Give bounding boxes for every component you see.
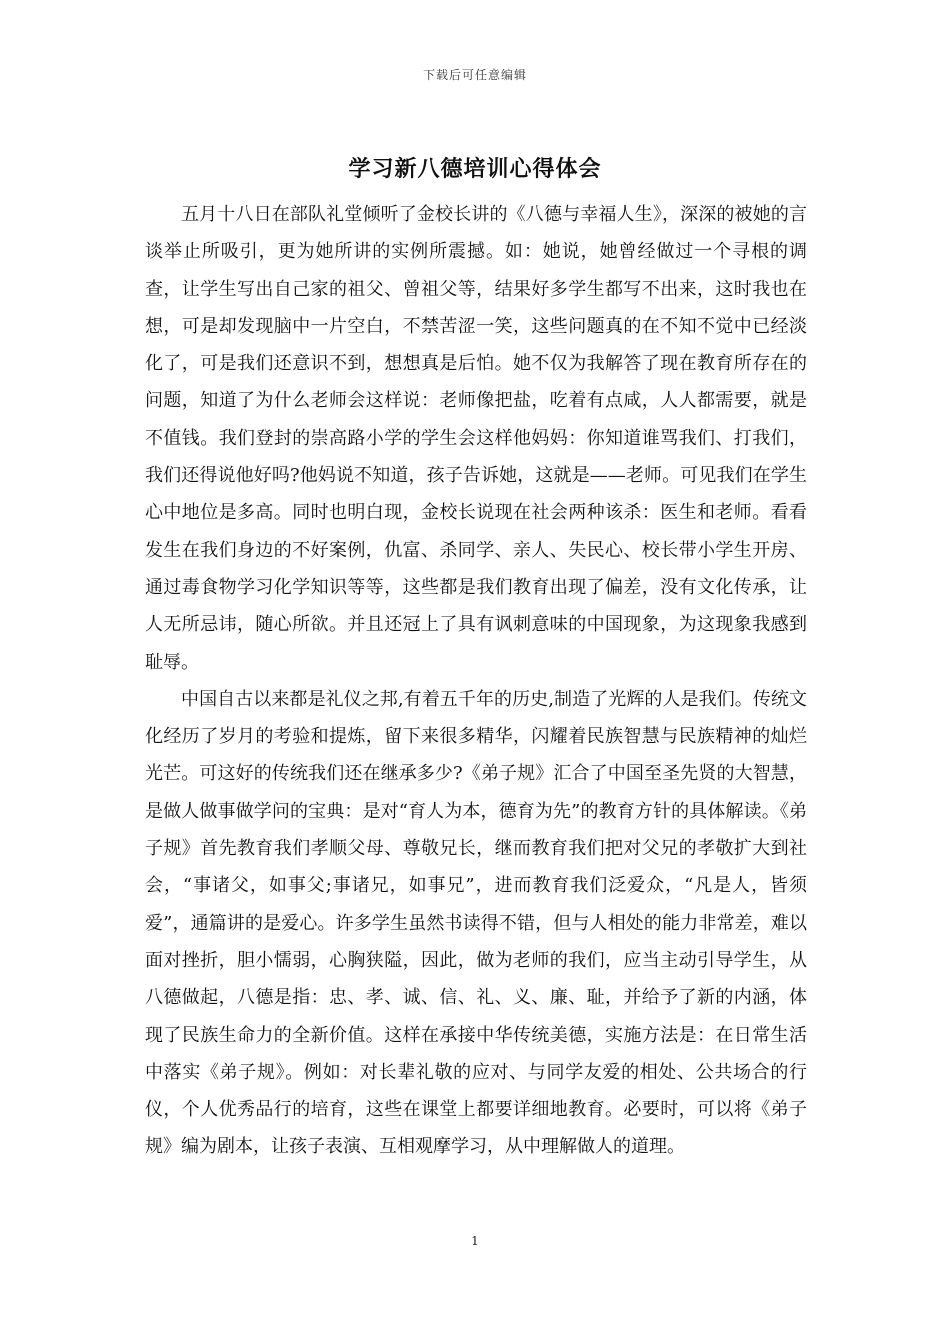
document-title: 学习新八德培训心得体会 [348, 156, 602, 182]
paragraph-1: 五月十八日在部队礼堂倾听了金校长讲的《八德与幸福人生》，深深的被她的言谈举止所吸引，更为她所讲的实例所震撼。如：她说，她曾经做过一个寻根的调查，让学生写出自己家的祖父、曾祖父等，结果好多学生都写不出来，这时我也在想，可是却发现脑中一片空白，不禁苦涩一笑，这些问题真的在不知不觉中已经淡化了，可是我们还意识不到，想想真是后怕。她不仅为我解答了现在教育所存在的问题，知道了为什么老师会这样说：老师像把盐，吃着有点咸，人人都需要，就是不值钱。我们登封的崇高路小学的学生会这样他妈妈：你知道谁骂我们、打我们，我们还得说他好吗?他妈说不知道，孩子告诉她，这就是——老师。可见我们在学生心中地位是多高。同时也明白现，金校长说现在社会两种该杀：医生和老师。看看发生在我们身边的不好案例，仇富、杀同学、亲人、失民心、校长带小学生开房、通过毒食物学习化学知识等等，这些都是我们教育出现了偏差，没有文化传承，让人无所忌讳，随心所欲。并且还冠上了具有讽刺意味的中国现象，为这现象我感到耻辱。 [145, 204, 807, 673]
paragraph-2: 中国自古以来都是礼仪之邦,有着五千年的历史,制造了光辉的人是我们。传统文化经历了岁月的考验和提炼，留下来很多精华，闪耀着民族智慧与民族精神的灿烂光芒。可这好的传统我们还在继承多少?《弟子规》汇合了中国至圣先贤的大智慧，是做人做事做学问的宝典：是对“育人为本，德育为先”的教育方针的具体解读。《弟子规》首先教育我们孝顺父母、尊敬兄长，继而教育我们把对父兄的孝敬扩大到社会，“事诸父，如事父;事诸兄，如事兄”，进而教育我们泛爱众，“凡是人，皆须爱”，通篇讲的是爱心。许多学生虽然书读得不错，但与人相处的能力非常差，难以面对挫折，胆小懦弱，心胸狭隘，因此，做为老师的我们，应当主动引导学生，从八德做起，八德是指：忠、孝、诚、信、礼、义、廉、耻，并给予了新的内涵，体现了民族生命力的全新价值。这样在承接中华传统美德，实施方法是：在日常生活中落实《弟子规》。例如：对长辈礼敬的应对、与同学友爱的相处、公共场合的行仪，个人优秀品行的培育，这些在课堂上都要详细地教育。必要时，可以将《弟子规》编为剧本，让孩子表演、互相观摩学习，从中理解做人的道理。 [145, 688, 807, 1158]
document-body [145, 196, 807, 1166]
page-number: 1 [471, 1234, 479, 1248]
header-note: 下载后可任意编辑 [422, 68, 527, 82]
